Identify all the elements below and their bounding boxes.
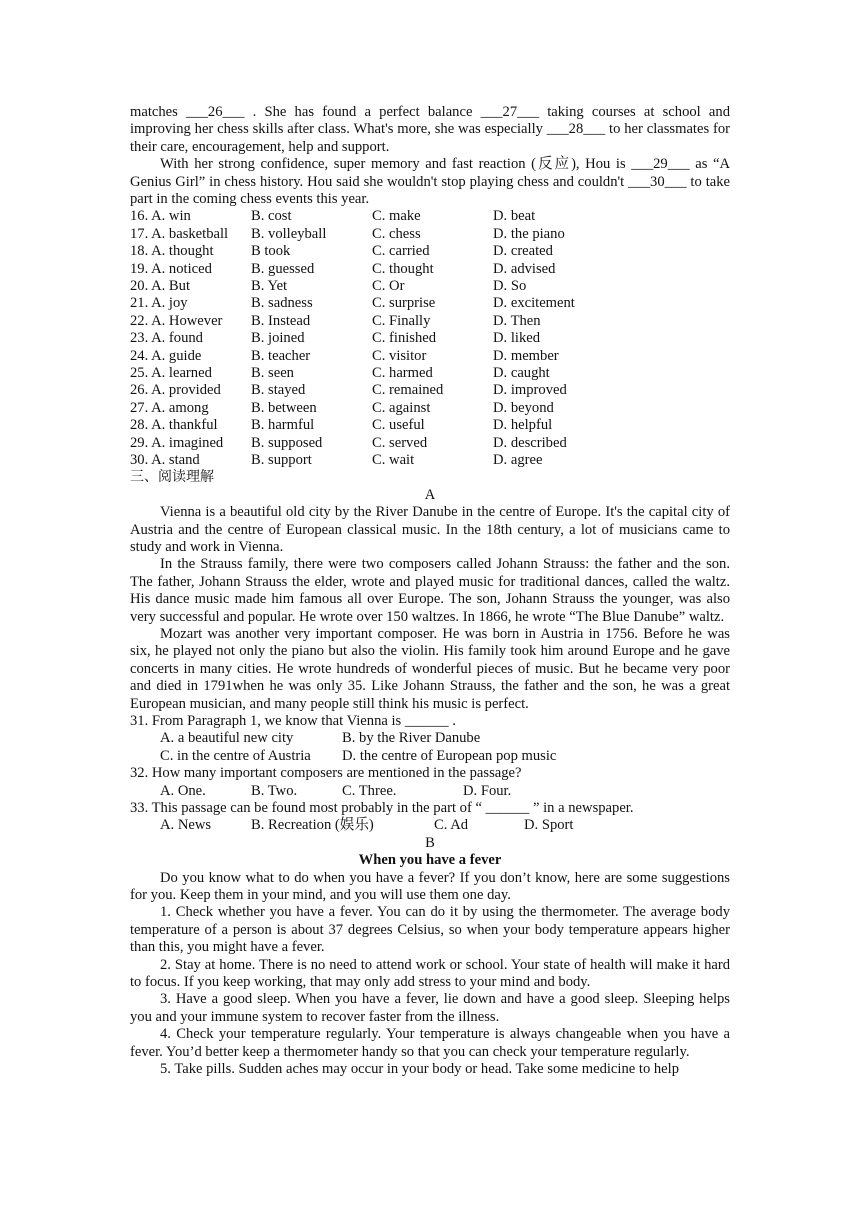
cloze-option: C. useful [372, 417, 425, 434]
cloze-option: B. guessed [251, 260, 315, 277]
passage-b-paragraph: 4. Check your temperature regularly. Your temperature is always changeable when you have a fever. You’d better keep a thermometer handy so that you can check your temperature regularly. [130, 1026, 730, 1060]
question-options [130, 783, 730, 800]
passage-a-label: A [424, 486, 436, 503]
answer-option: B. Two. [251, 782, 298, 799]
cloze-option: D. improved [493, 382, 567, 399]
cloze-option: B. harmful [251, 417, 315, 434]
passage-b-paragraph: 1. Check whether you have a fever. You can do it by using the thermometer. The average body temperature of a person is about 37 degrees Celsius, so when your body temperature appears higher than this, you might have a fever. [130, 904, 730, 956]
cloze-option: D. beyond [493, 399, 554, 416]
answer-option: D. the centre of European pop music [342, 747, 557, 764]
cloze-paragraph-matches: matches ___26___ . She has found a perfect balance ___27___ taking courses at school and improving her chess skills after class. What's more, she was especially ___28___ to her classmates for their care, encouragement, help and support. [130, 104, 730, 155]
answer-option: C. Three. [342, 782, 397, 799]
question-options [130, 730, 730, 747]
cloze-option: B. teacher [251, 347, 311, 364]
cloze-option-row [130, 226, 730, 243]
cloze-option-row [130, 435, 730, 452]
cloze-option-row [130, 313, 730, 330]
cloze-option: D. beat [493, 208, 536, 225]
cloze-option: D. created [493, 243, 553, 260]
cloze-option: 17. A. basketball [130, 225, 229, 242]
cloze-option-row [130, 295, 730, 312]
cloze-option: B. supposed [251, 434, 323, 451]
cloze-option: 30. A. stand [130, 451, 200, 468]
cloze-paragraph-confidence: With her strong confidence, super memory and fast reaction (反应), Hou is ___29___ as “A Genius Girl” in chess history. Hou said she wouldn't stop playing chess and couldn't ___30___ to take part in the coming chess events this year. [130, 156, 730, 208]
cloze-option: 23. A. found [130, 330, 203, 347]
cloze-option-row [130, 348, 730, 365]
passage-b-paragraph: Do you know what to do when you have a fever? If you don’t know, here are some suggestions for you. Keep them in your mind, and you will use them one day. [130, 869, 730, 903]
answer-option: C. in the centre of Austria [160, 747, 311, 764]
cloze-option: D. excitement [493, 295, 575, 312]
cloze-option: D. the piano [493, 225, 565, 242]
cloze-option-row [130, 330, 730, 347]
cloze-option: C. against [372, 399, 431, 416]
answer-option: B. Recreation (娱乐) [251, 817, 374, 834]
cloze-option: C. surprise [372, 295, 436, 312]
cloze-option: C. visitor [372, 347, 427, 364]
cloze-option: C. thought [372, 260, 434, 277]
question-options [130, 817, 730, 834]
cloze-option: B. between [251, 399, 317, 416]
cloze-option-row [130, 243, 730, 260]
cloze-option: B. sadness [251, 295, 313, 312]
cloze-option: D. agree [493, 451, 543, 468]
cloze-option-row [130, 417, 730, 434]
cloze-option-row [130, 365, 730, 382]
cloze-option: C. make [372, 208, 421, 225]
cloze-option: B. cost [251, 208, 292, 225]
question-stem: 31. From Paragraph 1, we know that Vienna is ______ . [130, 712, 456, 729]
answer-option: D. Sport [524, 817, 574, 834]
cloze-option: B took [251, 243, 291, 260]
answer-option: A. a beautiful new city [160, 730, 294, 747]
passage-a-paragraph: Mozart was another very important composer. He was born in Austria in 1756. Before he was six, he played not only the piano but also the violin. His family took him around Europe and he gave concerts in many cities. He wrote hundreds of wonderful pieces of music. But he became very poor and died in 1791when he was only 35. Like Johann Strauss, the father and the son, he was a great European musician, and many people still think his music is perfect. [130, 625, 730, 712]
answer-option: B. by the River Danube [342, 730, 481, 747]
cloze-option: B. Yet [251, 278, 288, 294]
cloze-option: C. Or [372, 278, 405, 294]
cloze-option: D. advised [493, 260, 556, 277]
cloze-option: C. harmed [372, 364, 433, 381]
answer-option: D. Four. [463, 782, 512, 799]
cloze-option: D. Then [493, 312, 541, 329]
cloze-option: C. carried [372, 243, 430, 260]
cloze-option-row [130, 382, 730, 399]
cloze-option: B. seen [251, 364, 294, 381]
cloze-option: 27. A. among [130, 399, 209, 416]
cloze-option-row [130, 208, 730, 225]
cloze-option-row [130, 452, 730, 469]
cloze-option-row [130, 261, 730, 278]
cloze-option: D. described [493, 434, 567, 451]
cloze-option: 26. A. provided [130, 382, 221, 399]
cloze-option: 22. A. However [130, 312, 223, 329]
cloze-option: C. chess [372, 225, 421, 242]
passage-b-paragraph: 3. Have a good sleep. When you have a fever, lie down and have a good sleep. Sleeping helps you and your immune system to recover faster from the illness. [130, 991, 730, 1025]
section-heading: 三、阅读理解 [130, 469, 214, 486]
cloze-option: 29. A. imagined [130, 434, 224, 451]
cloze-option: C. Finally [372, 312, 431, 329]
cloze-option: D. caught [493, 364, 550, 381]
question-stem: 33. This passage can be found most probably in the part of “ ______ ” in a newspaper. [130, 799, 634, 816]
cloze-option: 18. A. thought [130, 243, 214, 260]
cloze-option: C. remained [372, 382, 444, 399]
passage-b-title: When you have a fever [358, 852, 502, 869]
cloze-option: B. support [251, 451, 312, 468]
answer-option: A. News [160, 817, 212, 834]
passage-b-paragraph: 5. Take pills. Sudden aches may occur in your body or head. Take some medicine to help [160, 1061, 680, 1078]
question-options [130, 748, 730, 765]
document-content [130, 104, 730, 1078]
cloze-option: B. Instead [251, 312, 311, 329]
cloze-option: D. So [493, 278, 527, 294]
cloze-option: D. member [493, 347, 559, 364]
cloze-option-row [130, 278, 730, 295]
answer-option: A. One. [160, 782, 206, 799]
answer-option: C. Ad [434, 817, 469, 834]
cloze-option: B. volleyball [251, 225, 327, 242]
cloze-option: 24. A. guide [130, 347, 202, 364]
cloze-option: B. joined [251, 330, 305, 347]
passage-a-paragraph: Vienna is a beautiful old city by the River Danube in the centre of Europe. It's the capital city of Austria and the centre of European classical music. In the 18th century, a lot of musicians came to study and work in Vienna. [130, 504, 730, 555]
cloze-option: 21. A. joy [130, 295, 188, 312]
question-stem: 32. How many important composers are mentioned in the passage? [130, 765, 522, 782]
cloze-option: B. stayed [251, 382, 306, 399]
cloze-option: D. liked [493, 330, 541, 347]
passage-b-paragraph: 2. Stay at home. There is no need to attend work or school. Your state of health will make it hard to focus. If you keep working, that may only add stress to your mind and body. [130, 956, 730, 991]
cloze-option: 25. A. learned [130, 364, 212, 381]
cloze-option: 19. A. noticed [130, 260, 212, 277]
cloze-option: 20. A. But [130, 278, 191, 294]
cloze-option: C. finished [372, 330, 437, 347]
cloze-option: D. helpful [493, 417, 553, 434]
passage-b-label: B [425, 834, 435, 851]
cloze-option: C. served [372, 434, 428, 451]
passage-a-paragraph: In the Strauss family, there were two composers called Johann Strauss: the father and the son. The father, Johann Strauss the elder, wrote and played music for traditional dances, called the waltz. His dance music made him famous all over Europe. The son, Johann Strauss the younger, was also very successful and popular. He wrote over 150 waltzes. In 1866, he wrote “The Blue Danube” waltz. [130, 556, 730, 625]
cloze-option: C. wait [372, 451, 415, 468]
cloze-option-row [130, 400, 730, 417]
cloze-options-list [130, 208, 730, 469]
cloze-option: 28. A. thankful [130, 417, 218, 434]
cloze-option: 16. A. win [130, 208, 191, 225]
